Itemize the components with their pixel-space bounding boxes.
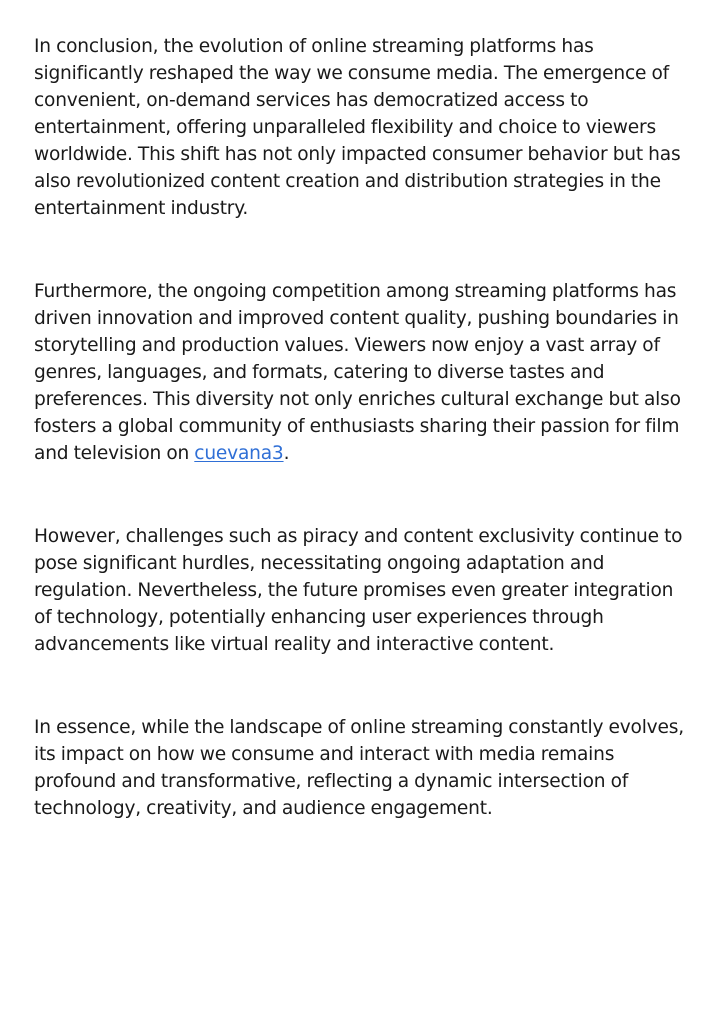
paragraph-competition-text: Furthermore, the ongoing competition among streaming platforms has driven innovation and improved content quality, pushing boundaries in storytelling and production values. Viewers now enjoy a vast array of genres, languages, and formats, catering to diverse tastes and preferences. This diversity not only enriches cultural exchange but also fosters a global community of enthusiasts sharing their passion for film and television on (34, 281, 681, 464)
paragraph-competition-end: . (283, 443, 290, 464)
paragraph-essence (34, 714, 694, 822)
paragraph-essence-text: In essence, while the landscape of online streaming constantly evolves, its impact on how we consume and interact with media remains profound and transformative, reflecting a dynamic intersection of technology, creativity, and audience engagement. (34, 717, 684, 819)
paragraph-conclusion (34, 33, 694, 222)
paragraph-conclusion-text: In conclusion, the evolution of online streaming platforms has significantly reshaped the way we consume media. The emergence of convenient, on-demand services has democratized access to entertainment, offering unparalleled flexibility and choice to viewers worldwide. This shift has not only impacted consumer behavior but has also revolutionized content creation and distribution strategies in the entertainment industry. (34, 36, 681, 219)
cuevana3-link[interactable]: cuevana3 (194, 443, 284, 464)
paragraph-challenges (34, 523, 694, 658)
document-page (34, 33, 694, 878)
paragraph-competition (34, 278, 694, 467)
paragraph-challenges-text: However, challenges such as piracy and content exclusivity continue to pose significant hurdles, necessitating ongoing adaptation and regulation. Nevertheless, the future promises even greater integration of technology, potentially enhancing user experiences through advancements like virtual reality and interactive content. (34, 526, 683, 655)
